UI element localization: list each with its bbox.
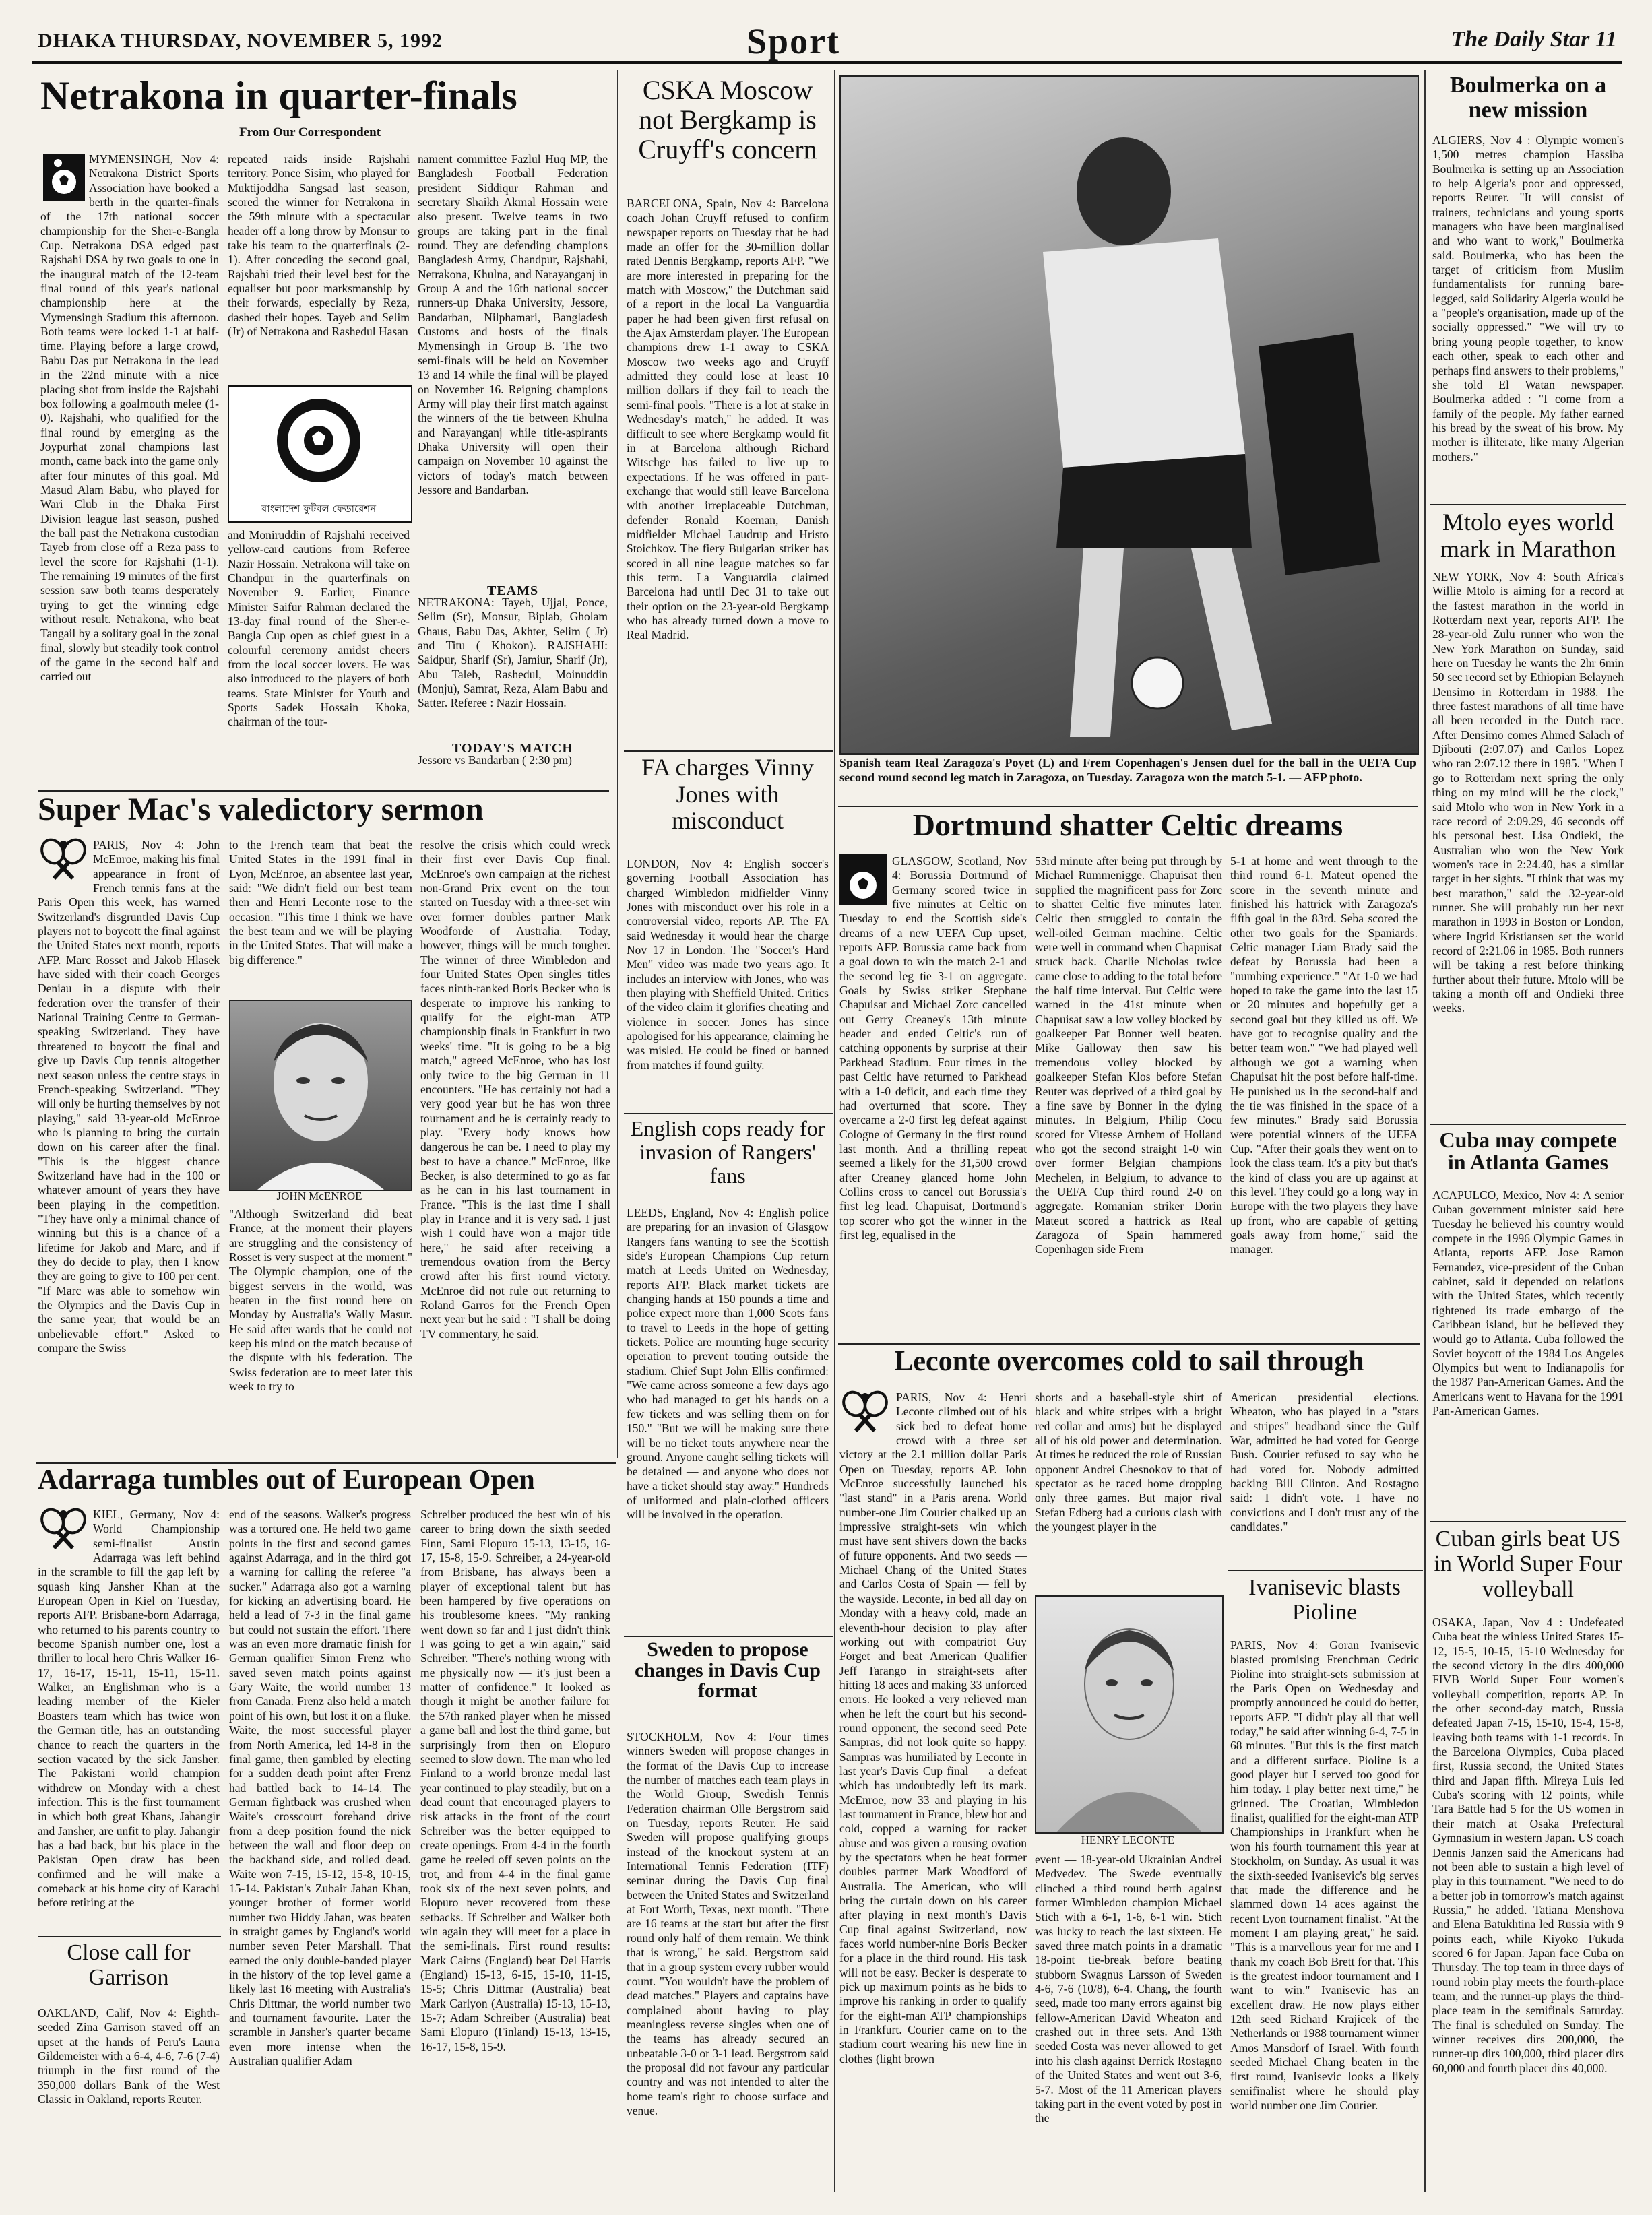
supermac-col1 [38,838,220,1459]
divider [1430,1521,1626,1522]
sweden-headline: Sweden to propose changes in Davis Cup format [635,1640,821,1702]
cuba-games-body: ACAPULCO, Mexico, Nov 4: A senior Cuban government minister said here Tuesday he believed his country would compete in the 1996 Olympic Games in Atlanta, reports AFP. Jose Ramon Fernandez, vice-president of the Cuban cabinet, said it depended on relations with the United States, which recently tightened its trade embargo of the Caribbean island, but he believed they would go to Atlanta. Cuba followed the Soviet boycott of the 1984 Los Angeles Olympics but went to Indianapolis for the 1987 Pan-American Games. And the Americans went to Havana for the 1991 Pan-American Games. [1432,1188,1624,1418]
mcenroe-caption: JOHN McENROE [276,1190,362,1202]
masthead [32,19,1622,64]
divider [838,806,1418,807]
dortmund-col3: 5-1 at home and went through to the third round 6-1. Mateut opened the score in the seventh minute and finished his hattrick with Zaragoza's fifth goal in the 83rd. Seba scored the other two goals for the Spaniards. Celtic manager Liam Brady said the defeat by Borussia had been a "numbing experience." "At 1-0 we had hoped to take the game into the last 15 or 20 minutes and hopefully get a second goal but they killed us off. We have got to recognise quality and the better team won." "We had played well although we got a warning when Chapuisat hit the post before half-time. He punished us in the second-half and the tie was finished in the space of a few minutes." Brady said Borussia were potential winners of the UEFA Cup. "After their goals they went on to look the class team. It's a pity but that's the kind of class you are up against at this level. They could go a long way in Europe with the two players they have up front, who are capable of getting goals away from home," said the manager. [1230,854,1418,1256]
bff-logo [228,385,412,523]
football-player-icon [839,854,887,905]
cska-body: BARCELONA, Spain, Nov 4: Barcelona coach Johan Cruyff refused to confirm newspaper reports on Tuesday that he had made an offer for the 30-million dollar rated Dennis Bergkamp, reports AFP. "We are more interested in preparing for the match with Moscow," the Dutchman said of a report in the local La Vanguardia paper he had been given first refusal on the Ajax Amsterdam player. The European champions drew 1-1 away to CSKA Moscow two weeks ago and Cruyff admitted they could lose at least 10 million dollars if they fail to reach the semi-final pools. "There is a lot at stake in Wednesday's match," he added. It was difficult to see where Bergkamp would fit in at Barcelona although Richard Witschge has failed to live up to expectations. If he was offered in part-exchange that would still leave Barcelona with another irreplaceable Dutchman, defender Ronald Koeman, Danish midfielder Michael Laudrup and Hristo Stoichkov. The fiery Bulgarian striker has scored in all nine league matches so far this term. La Vanguardia claimed Barcelona had until Dec 31 to take out their option on the 23-year-old Bergkamp who has already turned down a move to Real Madrid. [627,197,829,642]
football-duel-photo [841,77,1418,753]
english-cops-body: LEEDS, England, Nov 4: English police are preparing for an invasion of Glasgow Rangers fans wanting to see the Scottish side's European Champions Cup return match at Leeds United on Wednesday, reports AFP. Black market tickets are changing hands at 150 pounds a time and police expect more than 1,000 Scots fans to travel to Leeds in the hope of getting tickets. Police are mounting huge security operation to prevent touting outside the stadium. Chief Supt John Ellis confirmed: "We came across someone a few days ago who had managed to get his hands on a few tickets and was selling them on for 150." "But we will be making sure there will be no ticket touts anywhere near the ground. Anyone caught selling tickets will be detained — and anyone who does not have a ticket should stay away." Hundreds of uniformed and plain-clothed officers will be involved in the operation. [627,1206,829,1522]
english-cops-headline: English cops ready for invasion of Rangers' fans [630,1117,825,1188]
divider [38,1936,221,1937]
fa-charges-body: LONDON, Nov 4: English soccer's governing Football Association has charged Wimbledon midfielder Vinny Jones with misconduct over his role in a controversial video, reports AP. The FA said Wednesday it would hear the charge Nov 17 in London. The "Soccer's Hard Men" video was made two years ago. It includes an interview with Jones, who was then playing with Sheffield United. Critics of the video claim it glorifies cheating and violence in soccer. Jones has since apologised for his appearance, claiming he was misled. He could be fined or banned from matches if found guilty. [627,857,829,1072]
dortmund-col1-text: GLASGOW, Scotland, Nov 4: Borussia Dortmund of Germany scored twice in five minutes at Celtic on Tuesday to end the Scottish side's dreams of a new UEFA Cup upset, reports AFP. Borussia came back from a goal down to win the match 2-1 and the second leg tie 3-1 on aggregate. Goals by Swiss striker Stephane Chapuisat and Michael Zorc cancelled out Gerry Creaney's 13th minute header and ended Celtic's run of catching opponents by surprise at their Parkhead Stadium. Four times in the past Celtic have returned to Parkhead with a 1-0 deficit, and each time they had overturned that score. They overcame a 2-0 first leg defeat against Cologne of Germany in the first round last month. And a thrilling repeat seemed a likely for the 31,500 crowd after Creaney glanced home John Collins cross to cancel out Borussia's first leg lead. Chapuisat, Dortmund's top scorer who got the winner in the first leg, equalised in the [839,854,1027,1242]
masthead-date: DHAKA THURSDAY, NOVEMBER 5, 1992 [38,30,443,52]
squash-rackets-icon [38,1508,89,1549]
fa-charges-headline: FA charges Vinny Jones with misconduct [641,755,814,835]
divider [624,1113,833,1114]
dortmund-col1 [839,854,1027,1339]
divider [1430,1124,1626,1125]
leconte-col3: American presidential elections. Wheaton, who has played in a "stars and stripes" headband since the Gulf War, admitted he had voted for George Bush. Courier refused to say who he had voted for. Nobody admitted backing Bill Clinton. And Rostagno said: I didn't vote. I have no convictions and I don't trust any of the candidates." [1230,1390,1419,1534]
divider [36,1462,616,1464]
tennis-icon-box [839,1390,896,1438]
leconte-col1-text: PARIS, Nov 4: Henri Leconte climbed out of his sick bed to defeat home crowd with a three set victory at the 2.1 million dollar Paris Open on Tuesday, reports AP. John McEnroe successfully launched his "last stand" in a Paris arena. World number-one Jim Courier chalked up an impressive straight-sets win which must have sent shivers down the backs of future opponents. And two seeds — Michael Chang of the United States and Carlos Costa of Spain — fell by the wayside. Leconte, in bed all day on Monday with a heavy cold, made an eleventh-hour decision to play after working out with compatriot Guy Forget and beat American Qualifier Jeff Tarango in straight-sets after hitting 18 aces and making 33 unforced errors. He looked a very relieved man when he left the court but his second-round opponent, the second seed Pete Sampras, did not look quite so happy. Sampras was humiliated by Leconte in last year's Davis Cup final — a defeat which has undoubtedly left its mark. McEnroe, now 33 and playing in his last tournament in France, blew hot and cold, copped a warning for racket abuse and was given a rousing ovation by the spectators when he beat former doubles partner Mark Woodford of Australia. The American, who will bring the curtain down on his career after playing in next month's Davis Cup final against Switzerland, now faces world number-nine Boris Becker for a place in the third round. His task will not be easy. Becker is desperate to pick up maximum points as he bids to improve his ranking in order to qualify for the eight-man ATP championships in Frankfurt. Courier came on to the stadium court wearing his new line in clothes (light brown [839,1390,1027,2065]
divider [1430,504,1626,505]
adarraga-col1 [38,1508,220,1933]
netrakona-byline: From Our Correspondent [239,125,381,139]
divider [38,790,609,792]
leconte-photo [1035,1595,1224,1834]
garrison-headline: Close call for Garrison [67,1940,191,1991]
cuba-games-headline: Cuba may compete in Atlanta Games [1439,1129,1617,1174]
leconte-portrait [1036,1597,1222,1832]
icon-spacer [40,152,89,202]
supermac-col1-text: PARIS, Nov 4: John McEnroe, making his final appearance in front of French tennis fans at the Paris Open this week, has warned Switzerland's disgruntled Davis Cup players not to boycott the final against the United States next month, reports AFP. Marc Rosset and Jakob Hlasek have sided with their coach Georges Deniau in a dispute with their federation over the transfer of their National Training Centre to German-speaking Switzerland. They have threatened to boycott the final and give up Davis Cup tennis altogether next season unless the centre stays in French-speaking Switzerland. "They will only be hurting themselves by not playing," said 33-year-old McEnroe who is planning to bring the curtain down on his career after the final. "This is the biggest chance Switzerland have had in the 100 or whatever amount of years they have been playing in the competition. "They have only a minimal chance of winning but this is a chance of a lifetime for Jakob and Marc, and if they do decide to play, then I know they are going to give to 100 per cent. "If Marc was able to somehow win the Olympics and the Davis Cup in the same year, that would be an unbelievable effort." Asked to compare the Swiss [38,838,220,1355]
newspaper-name: The Daily Star 11 [1451,27,1617,52]
todays-match-heading: TODAY'S MATCH [452,741,573,756]
leconte-photo-caption: HENRY LECONTE [1081,1834,1175,1847]
boulmerka-body: ALGIERS, Nov 4 : Olympic women's 1,500 metres champion Hassiba Boulmerka is setting up an Association to help Algeria's poor and oppressed, reports Reuter. "It will consist of trainers, technicians and young sports managers who have been marginalised and who want to work," Boulmerka said. Boulmerka, who has been the target of criticism from Muslim fundamentalists for running bare-legged, said Solidarity Algeria would be a "people's organisation, made up of the socially oppressed." "We will try to bring young people together, to know each other, speak to each other and perhaps find answers to their problems," she told El Watan newspaper. Boulmerka added : "I come from a family of the people. My father earned his bread by the sweat of his brow. My mother is illiterate, like many Algerian mothers." [1432,133,1624,463]
tennis-rackets-icon [38,838,89,880]
teams-heading: TEAMS [486,583,539,598]
adarraga-col1-text: KIEL, Germany, Nov 4: World Championship semi-finalist Austin Adarraga was left behind in the scramble to fill the gap left by squash king Jansher Khan at the European Open in Kiel on Tuesday, reports AFP. Brisbane-born Adarraga, who returned to his parents country to become Spanish number one, lost a thriller to local hero Chris Walker 16-17, 16-17, 15-11, 15-11, 15-11. Walker, an Englishman who is a leading member of the Kieler Boasters team which has twice won the German title, has an outstanding chance to reach the quarters in the section vacated by the sick Jansher. The Pakistani world champion withdrew on Monday with a chest infection. This is the first tournament in which both great Khans, Jahangir and Jansher, are unfit to play. Jahangir has a bad back, but his place in the Pakistan Open draw has been confirmed and he will make a comeback at his home city of Karachi before retiring at the [38,1508,220,1910]
bff-logo-text: বাংলাদেশ ফুটবল ফেডারেশন [261,503,377,515]
cska-headline: CSKA Moscow not Bergkamp is Cruyff's concern [638,75,817,164]
leconte-headline: Leconte overcomes cold to sail through [894,1347,1364,1377]
adarraga-col3: Schreiber produced the best win of his career to bring down the sixth seeded Finn, Sami Elopuro 15-13, 13-15, 16-17, 15-8, 15-9. Schreiber, a 24-year-old from Brisbane, has always been a player of exceptional talent but has been hampered by five operations on his troublesome knees. "My ranking went down so far and I just didn't think I was going to get a win again," said Schreiber. "There's nothing wrong with me physically now — it's just been a matter of confidence." It looked as though it might be another failure for the 57th ranked player when he missed a game ball and lost the third game, but surprisingly from then on Elopuro seemed to slow down. The man who led Finland to a world bronze medal last year continued to play steadily, but on a dead count that encouraged players to risk attacks in the front of the court Schreiber was the better equipped to create openings. From 4-4 in the fourth game he reeled off seven points on the trot, and from 4-4 in the final game took six of the next seven points, and Elopuro never recovered from these setbacks. If Schreiber and Walker both win again they will meet for a place in the semi-finals. First round results: Mark Cairns (England) beat Del Harris (England) 15-13, 6-15, 15-10, 11-15, 15-5; Chris Dittmar (Australia) beat Mark Carlyon (Australia) 15-13, 15-13, 15-7; Adam Schreiber (Australia) beat Sami Elopuro (Finland) 15-13, 13-15, 16-17, 15-8, 15-9. [420,1508,610,2053]
garrison-body: OAKLAND, Calif, Nov 4: Eighth-seeded Zina Garrison staved off an upset at the hands of Peru's Laura Gildemeister with a 6-4, 4-6, 7-6 (7-4) triumph in the first round of the 350,000 dollars Bank of the West Classic in Oakland, reports Reuter. [38,2006,220,2107]
supermac-col3: resolve the crisis which could wreck their first ever Davis Cup final. McEnroe's own campaign at the richest non-Grand Prix event on the tour started on Tuesday with a three-set win over former doubles partner Mark Woodforde of Australia. Today, however, things will be much tougher. The winner of three Wimbledon and four United States Open singles titles faces ninth-ranked Boris Becker who is desperate to improve his ranking to qualify for the eight-man ATP championship finals in Frankfurt in two weeks' time. "It is going to be a big match," agreed McEnroe, who has lost only twice to the big German in 11 encounters. "He has certainly not had a very good year but he has won three tournament and he is certainly ready to play. "Every body knows how dangerous he can be. I need to play my best to have a chance." McEnroe, like Becker, is also determined to go as far as he can in his last tournament in France. "This is the last time I shall play in France and it is very sad. I just wish I could have won a major title here," he said after receiving a tremendous ovation from the Bercy crowd after his first round victory. McEnroe did not rule out returning to Roland Garros for the French Open next year but he said : "I shall be doing TV commentary, he said. [420,838,610,1341]
adarraga-headline: Adarraga tumbles out of European Open [38,1466,535,1496]
divider [624,750,833,752]
netrakona-col2-bottom: and Moniruddin of Rajshahi received yellow-card cautions from Referee Nazir Hossain. Netrakona will take on Chandpur in the quarterfinals on November 9. Earlier, Finance Minister Saifur Rahman declared the 13-day final round of the Sher-e-Bangla Cup open as chief guest in a colourful ceremony amidst cheers from the local soccer lovers. He was also introduced to the players of both teams. State Minister for Youth and Sports Sadek Hossain Khoka, chairman of the tour- [228,528,410,729]
dortmund-headline: Dortmund shatter Celtic dreams [912,810,1343,842]
netrakona-col1 [40,152,219,785]
netrakona-col2-top: repeated raids inside Rajshahi territory. Ponce Sisim, who played for Muktijoddha Sangsad last season, scored the winner for Netrakona in the 59th minute with a spectacular header off a long throw by Monsur to take his team to the quarterfinals (2-1). After conceding the second goal, Rajshahi tried their level best for the equaliser but poor marksmanship by their forwards, especially by Reza, dashed their hopes. Tayeb and Selim (Jr) of Netrakona and Rashedul Hasan [228,152,410,339]
mtolo-headline: Mtolo eyes world mark in Marathon [1440,509,1616,563]
ivanisevic-body: PARIS, Nov 4: Goran Ivanisevic blasted promising Frenchman Cedric Pioline into straight-sets submission at the Paris Open on Wednesday and promptly announced he could do better, reports AFP. "I didn't play all that well today," he said after winning 6-4, 7-5 in 68 minutes. "But this is the first match and a different surface. Pioline is a good player but I served too good for him today. I play better next time," he grinned. The Croatian, Wimbledon finalist, qualified for the eight-man ATP Championships in Frankfurt when he won his fourth tournament this year at Stockholm, on Sunday. As usual it was the sixth-seeded Ivanisevic's big serves that made the difference and he slammed down 14 aces against the recent Lyon tournament finalist. "At the moment I am playing great," he said. "This is a marvellous year for me and I thank my coach Bob Brett for that. This is the greatest indoor tournament and I want to win." Ivanisevic has an excellent draw. He now plays either 12th seed Richard Krajicek of the Netherlands or 1988 tournament winner Amos Mansdorf of Israel. With fourth seeded Michael Chang beaten in the first round, Ivanisevic looks a likely semifinalist where he should play world number one Jim Courier. [1230,1638,1419,2112]
divider [624,1636,833,1637]
boulmerka-headline: Boulmerka on a new mission [1449,73,1607,123]
supermac-col2-bottom: "Although Switzerland did beat France, at the moment their players are struggling and the consistency of Rosset is very suspect at the moment." The Olympic champion, one of the biggest servers in the world, was beaten in the first round here on Monday by Australia's Wally Masur. He said after wards that he could not keep his mind on the match because of the dispute with his federation. The Swiss federation are to meet later this week to try to [229,1207,412,1394]
ivanisevic-headline: Ivanisevic blasts Pioline [1248,1575,1401,1626]
column-rule [617,70,618,1458]
column-rule [1424,70,1426,2192]
divider [1228,1570,1423,1571]
leconte-col2-bottom: event — 18-year-old Ukrainian Andrei Medvedev. The Swede eventually clinched a third round berth against former Wimbledon champion Michael Stich with a 6-1, 1-6, 6-1 win. Stich was lucky to reach the last sixteen. He saved three match points in a dramatic 18-point tie-break before beating stubborn Swagnus Larsson of Sweden 4-6, 7-6 (10/8), 6-4. Chang, the fourth seed, made too many errors against big fellow-American David Wheaton and crashed out in three sets. And 13th seeded Costa was never allowed to get into his clash against Derrick Rostagno of the United States and went out 3-6, 5-7. Most of the 11 American players taking part in the event voted by post in the [1035,1853,1222,2125]
main-photo [839,75,1419,755]
football-icon-box [839,854,892,909]
mcenroe-photo [229,1000,412,1191]
supermac-col2-top: to the French team that beat the United States in the 1991 final in Lyon, McEnroe, an absentee last year, said: "We didn't field our best team then and Henri Leconte rose to the occasion. "This time I think we have the best team and we will be playing in the United States. That will make a big difference." [229,838,412,967]
todays-match: Jessore vs Bandarban ( 2:30 pm) [418,753,572,767]
teams-list: NETRAKONA: Tayeb, Ujjal, Ponce, Selim (Sr), Monsur, Biplab, Gholam Ghaus, Babu Das, Akhter, Selim ( Jr) and Titu ( Khokon). RAJSHAHI: Saidpur, Sharif (Sr), Jamiur, Sharif (Jr), Abu Taleb, Rashedul, Moinuddin (Monju), Samrat, Reza, Alam Babu and Satter. Referee : Nazir Hossain. [418,596,608,710]
netrakona-headline: Netrakona in quarter-finals [40,75,517,118]
cuban-girls-body: OSAKA, Japan, Nov 4 : Undefeated Cuba beat the winless United States 15-12, 15-5, 10-15, 15-10 Wednesday for the second victory in the dirs 400,000 FIVB World Super Four women's volleyball competition, reports AP. In the other second-day match, Russia defeated Japan 7-15, 15-10, 15-4, 15-8, leaving both teams with 1-1 records. In the Barcelona Olympics, Cuba placed first, Russia second, the United States third and Japan fifth. Mireya Luis led Cuba's scoring with 12 points, while Tara Battle had 5 for the US women in their match at Osaka Prefectural Gymnasium in western Japan. US coach Dennis Janzen said the Americans had not been able to sustain a high level of play in this tournament. "We need to do a better job in tomorrow's match against Russia," he added. Tatiana Menshova and Elena Batukhtina led Russia with 9 points each, while Kiyoko Fukuda scored 6 for Japan. Japan face Cuba on Thursday. The top team in three days of round robin play meets the fourth-place team, and the runner-up plays the third-place team in the semifinals Saturday. The final is scheduled on Sunday. The winner receives dirs 200,000, the runner-up dirs 100,000, third placer dirs 60,000 and fourth placer dirs 40,000. [1432,1615,1624,2075]
section-title: Sport [746,21,841,61]
netrakona-col3: nament committee Fazlul Huq MP, the Bangladesh Football Federation president Siddiqur Rahman and secretary Shaikh Akmal Hossain were also present. Twelve teams in two groups are taking part in the final round. They are defending champions Bangladesh Army, Chandpur, Rajshahi, Netrakona, Khulna, and Narayanganj in Group A and the 16th national soccer runners-up Dhaka University, Jessore, Bandarban, Nilphamari, Bangladesh Customs and hosts of the finals Mymensingh in Group B. The two semi-finals will be held on November 13 and 14 while the final will be played on November 16. Reigning champions Army will play their first match against the winners of the tie between Khulna and Narayanganj while title-aspirants Dhaka University will open their campaign on November 10 against the victors of today's match between Jessore and Bandarban. [418,152,608,496]
tennis-icon-box [38,1508,93,1555]
netrakona-col1-text: MYMENSINGH, Nov 4: Netrakona District Sports Association have booked a berth in the quarter-finals of the 17th national soccer championship for the Sher-e-Bangla Cup. Netrakona DSA edged past Rajshahi DSA by two goals to one in the inaugural match of the 12-team final round of this year's national championship here at the Mymensingh Stadium this afternoon. Both teams were locked 1-1 at half-time. Playing before a large crowd, Babu Das put Netrakona in the lead in the 22nd minute with a nice placing shot from inside the Rajshahi box following a goalmouth melee (1-0). Rajshahi, who qualified for the final round by emerging as the Joypurhat zonal champions last month, came back into the game only after four minutes of this goal. Md Masud Alam Babu, who played for Wari Club in the Dhaka First Division league last season, pushed the ball past the Netrakona custodian Tayeb from close off a Reza pass to level the score for Rajshahi (1-1). The remaining 19 minutes of the first session saw both teams desperately trying to get the winning edge without result. Netrakona, who beat Tangail by a solitary goal in the zonal final, slowly but steadily took control of the game in the second half and carried out [40,152,219,684]
divider [838,1343,1420,1345]
dortmund-col2: 53rd minute after being put through by Michael Rummenigge. Chapuisat then supplied the magnificent pass for Zorc to shatter Celtic five minutes later. Celtic then struggled to contain the well-oiled German machine. Celtic were well in command when Chapuisat struck back. Charlie Nicholas twice came close to adding to the total before the half time interval. But Celtic were warned in the 41st minute when Chapuisat saw a low volley blocked by goalkeeper Pat Bonner well beaten. Mike Galloway then saw his tremendous volley blocked by goalkeeper Stefan Klos before Stefan Reuter was deprived of a third goal by a fine save by Bonner in the dying minutes. In Belgium, Philip Cocu scored for Vitesse Arnhem of Holland who got the second straight 1-0 win over former Belgian champions Mechelen, in Belgium, to advance to the UEFA Cup third round 2-0 on aggregate. Romanian striker Dorin Mateut scored a hattrick as Real Zaragoza of Spain hammered Copenhagen side Frem [1035,854,1222,1256]
adarraga-col2: end of the seasons. Walker's progress was a tortured one. He held two game points in the first and second games against Adarraga, and in the third got a warning for calling the referee "a sucker." Adarraga also got a warning for kicking an advertising board. He held a lead of 7-3 in the final game but could not sustain the effort. There was an even more dramatic finish for German qualifier Simon Frenz who saved seven match points against Gary Waite, the world number 13 from Canada. Frenz also held a match point of his own, but lost it on a fluke. Waite, the most successful player from North America, led 14-8 in the final game, then gambled by electing for a sudden death point after Frenz had battled back to 14-14. The German fightback was crushed when Waite's crosscourt forehand drive from a deep position found the nick between the wall and floor deep on the backhand side, and rolled dead. Waite won 7-15, 15-12, 15-8, 10-15, 15-14. Pakistan's Zubair Jahan Khan, younger brother of former world number two Hiddy Jahan, was beaten in straight games by England's world number seven Peter Marshall. That earned the only double-banded player in the history of the top level game a likely last 16 meeting with Australia's Chris Dittmar, the world number two and tournament favourite. Later the scramble in Jansher's quarter became even more intense when the Australian qualifier Adam [229,1508,411,2068]
leconte-col1 [839,1390,1027,2192]
tennis-icon-box [38,838,93,885]
tennis-rackets-icon [839,1390,891,1432]
supermac-headline: Super Mac's valedictory sermon [38,794,484,827]
column-rule [834,70,835,2192]
sweden-body: STOCKHOLM, Nov 4: Four times winners Sweden will propose changes in the format of the Davis Cup to increase the number of matches each team plays in the World Group, Swedish Tennis Federation chairman Olle Bergstrom said on Tuesday, reports Reuter. He said Sweden will propose qualifying groups instead of the knockout system at an International Tennis Federation (ITF) seminar during the Davis Cup final between the United States and Switzerland at Fort Worth, Texas, next month. "There are 16 teams at the start but after the first round only half of them remain. We think that is wrong," he said. Bergstrom said that in a group system every rubber would count. "You wouldn't have the problem of dead matches." Players and captains have complained about having to play meaningless reverse singles when one of the teams has already secured an unbeatable 3-0 or 3-1 lead. Bergstrom said the proposal did not favour any particular country and was not intended to alter the home team's right to choose surface and venue. [627,1730,829,2117]
bff-emblem-icon [229,387,408,501]
cuban-girls-headline: Cuban girls beat US in World Super Four volleyball [1434,1527,1622,1602]
mtolo-body: NEW YORK, Nov 4: South Africa's Willie Mtolo is aiming for a record at the fastest marathon in the world in Rotterdam next year, reports AFP. The 28-year-old Zulu runner who won the New York Marathon on Sunday, said here on Tuesday he wants the 2hr 6min 50 sec record set by Ethiopian Belayneh Densimo in Rotterdam in 1988. The three fastest marathons of all time have all been recorded in the Dutch race. After Densimo comes Ahmed Salach of Djibouti (2:07.07) and Carlos Lopez who ran 2:07.12 there in 1985. "When I go to Rotterdam next spring the only thing on my mind will be the clock," said Mtolo who won in New York in a race record of 2:09.29, 46 seconds off his personal best. Lisa Ondieki, the Australian who won the New York women's race in 2:24.40, has a similar target in her sights. "I think that was my best marathon," said the 32-year-old runner. She will probably run her next marathon in 1993 in Boston or London, where Ingrid Kristiansen set the world record of 2:21.06 in 1985. Both runners will be taking a rest before thinking further about their future. Mtolo will be taking a month off and Ondieki three weeks. [1432,570,1624,1015]
main-photo-caption: Spanish team Real Zaragoza's Poyet (L) and Frem Copenhagen's Jensen duel for the ball in the UEFA Cup second round second leg match in Zaragoza, on Tuesday. Zaragoza won the match 5-1. — AFP photo. [839,756,1416,784]
leconte-col2-top: shorts and a baseball-style shirt of black and white stripes with a bright red collar and arms) but he displayed all of his old power and determination. At times he reduced the role of Russian opponent Andrei Chesnokov to that of spectator as he raced home dropping only three games. But major rival Stefan Edberg had a curious clash with the youngest player in the [1035,1390,1222,1534]
mcenroe-portrait [230,1001,411,1190]
